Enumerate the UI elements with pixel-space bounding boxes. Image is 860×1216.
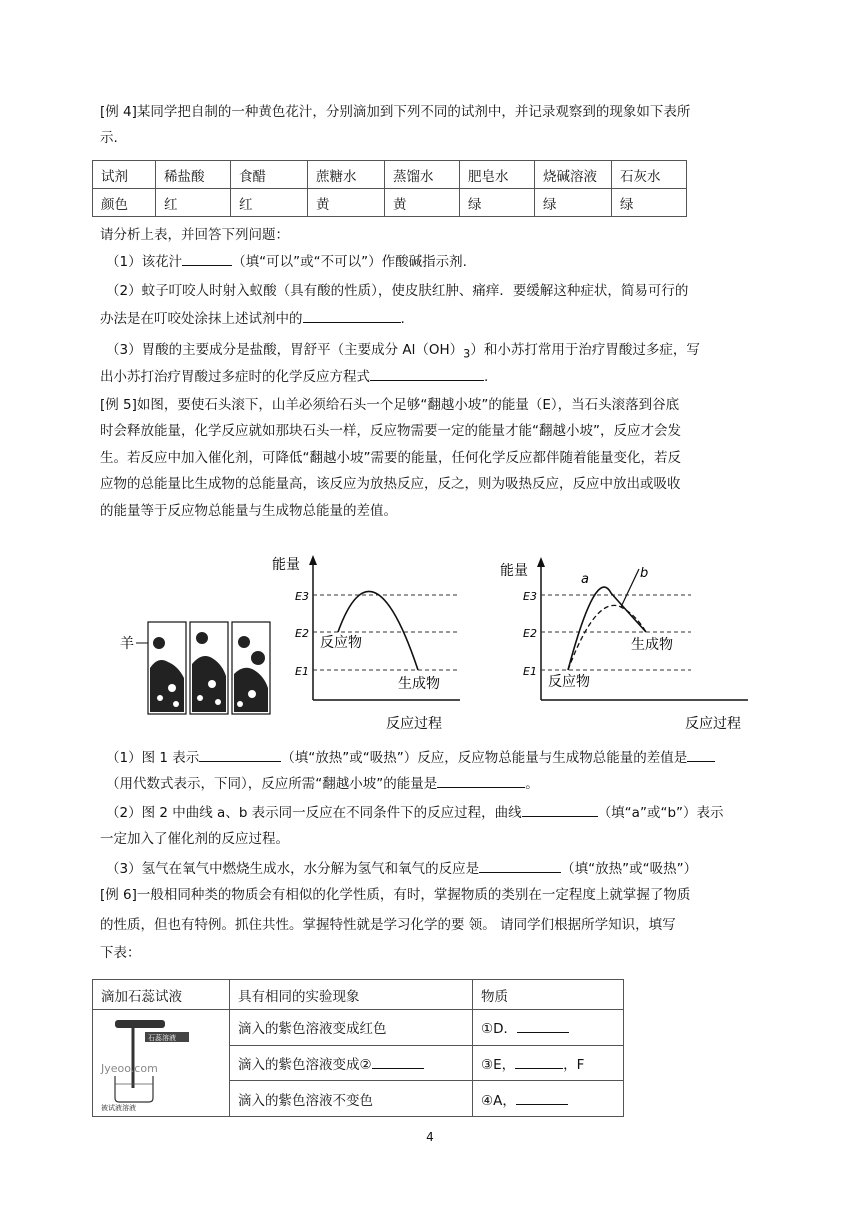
ex5-q1-text-c: （用代数式表示，下同），反应所需“翻越小坡”的能量是 — [106, 776, 438, 792]
table-row — [93, 161, 687, 189]
ex5-q1-text-b: （填“放热”或“吸热”）反应，反应物总能量与生成物总能量的差值是 — [281, 750, 688, 766]
fig1-y-arrow-icon — [309, 555, 317, 565]
substance-suffix: ，F — [563, 1056, 585, 1073]
answer-blank[interactable] — [517, 1018, 569, 1033]
fig2-e1-label: E1 — [523, 665, 537, 678]
ex5-line4: 应物的总能量比生成物的总能量高，该反应为放热反应，反之，则为吸热反应，反应中放出或吸收 — [100, 476, 681, 492]
fig1-y-axis-label: 能量 — [272, 557, 300, 573]
answer-blank[interactable] — [303, 308, 401, 323]
ex4-question-1 — [106, 251, 771, 272]
ex5-question-2-line2: 一定加入了催化剂的反应过程。 — [100, 831, 289, 847]
ex6-litmus-table — [92, 979, 624, 1117]
q3-text-a: （3）胃酸的主要成分是盐酸，胃舒平（主要成分 Al（OH） — [106, 342, 464, 358]
table-row — [93, 1010, 624, 1046]
answer-blank[interactable] — [516, 1090, 568, 1105]
ex4-reagent-table — [92, 160, 687, 217]
ex4-question-2-line2 — [100, 308, 765, 329]
table-cell — [473, 1045, 624, 1081]
table-cell: 颜色 — [93, 189, 156, 217]
ex4-question-3-line2 — [100, 366, 765, 387]
ex5-q1-text-d: 。 — [525, 776, 539, 792]
answer-blank[interactable] — [199, 747, 281, 762]
substance-prefix: ③E， — [481, 1056, 516, 1073]
rock-panel-2 — [190, 622, 228, 714]
answer-blank[interactable] — [687, 747, 715, 762]
table-cell: 试剂 — [93, 161, 156, 189]
ex5-q1-text-a: （1）图 1 表示 — [106, 750, 200, 766]
table-cell: 烧碱溶液 — [535, 161, 612, 189]
litmus-dropper-image — [93, 1010, 229, 1112]
table-header-cell: 滴加石蕊试液 — [93, 980, 230, 1010]
table-cell: 食醋 — [231, 161, 308, 189]
table-cell — [473, 1081, 624, 1117]
ex4-intro-line2: 示. — [100, 130, 118, 146]
fig1-reaction-curve — [338, 591, 418, 670]
fig2-x-axis-label: 反应过程 — [685, 716, 741, 732]
ex6-line2: 的性质，但也有特例。抓住共性。掌握特性就是学习化学的要 领。 请同学们根据所学知识，填写 — [100, 917, 676, 933]
answer-blank[interactable] — [370, 366, 484, 381]
rock-panel-1 — [148, 622, 186, 714]
ex6-line1: [例 6]一般相同种类的物质会有相似的化学性质，有时，掌握物质的类别在一定程度上就掌握了物质 — [100, 887, 691, 903]
ex4-prompt: 请分析上表，并回答下列问题： — [100, 227, 289, 243]
ex5-q3-text-b: （填“放热”或“吸热”） — [561, 861, 698, 877]
fig1-e2-label: E2 — [295, 627, 309, 640]
q3-text-c: 出小苏打治疗胃酸过多症时的化学反应方程式 — [100, 369, 370, 385]
fig2-pointer-b — [621, 569, 639, 607]
substance-prefix: ④A， — [481, 1092, 516, 1109]
ex5-question-1-line2 — [106, 773, 771, 794]
ex5-q2-text-b: （填“a”或“b”）表示 — [597, 805, 724, 821]
table-cell: 绿 — [535, 189, 612, 217]
answer-blank[interactable] — [479, 858, 561, 873]
table-cell: 稀盐酸 — [156, 161, 231, 189]
ex5-line2: 时会释放能量，化学反应就如那块石头一样，反应物需要一定的能量才能“翻越小坡”，反应才会发 — [100, 423, 681, 439]
fig1-x-axis-label: 反应过程 — [386, 716, 442, 732]
ex5-question-1-line1 — [106, 747, 771, 768]
fig2-y-axis-label: 能量 — [500, 563, 528, 579]
q1-text-b: （填“可以”或“不可以”）作酸碱指示剂. — [232, 254, 467, 270]
table-cell: 绿 — [612, 189, 687, 217]
litmus-image-cell — [93, 1010, 230, 1117]
ex5-q3-text-a: （3）氢气在氧气中燃烧生成水，水分解为氢气和氧气的反应是 — [106, 861, 480, 877]
table-cell: 滴入的紫色溶液不变色 — [230, 1081, 473, 1117]
table-cell: 石灰水 — [612, 161, 687, 189]
fig2-e3-label: E3 — [523, 590, 537, 603]
table-cell — [230, 1045, 473, 1081]
ex5-question-2-line1 — [106, 802, 771, 823]
fig2-curve-b-label: b — [640, 566, 649, 581]
table-cell: 红 — [156, 189, 231, 217]
ex5-q2-text-a: （2）图 2 中曲线 a、b 表示同一反应在不同条件下的反应过程，曲线 — [106, 805, 522, 821]
sheep-label: 羊 — [120, 636, 134, 652]
q3-text-b: ）和小苏打常用于治疗胃酸过多症，写 — [470, 342, 700, 358]
table-cell: 肥皂水 — [460, 161, 535, 189]
fig2-curve-a-label: a — [581, 572, 589, 587]
litmus-label: 石蕊溶液 — [148, 1034, 176, 1042]
table-cell: 蔗糖水 — [308, 161, 385, 189]
ex5-question-3 — [106, 858, 771, 879]
test-solution-label: 被试液溶液 — [101, 1104, 136, 1112]
page-number: 4 — [426, 1130, 434, 1144]
ex5-line5: 的能量等于反应物总能量与生成物总能量的差值。 — [100, 503, 397, 519]
watermark-text: Jyeoo.com — [101, 1062, 158, 1075]
energy-diagram-1 — [268, 545, 468, 735]
energy-diagram-2 — [496, 545, 752, 735]
q2-text-a: 办法是在叮咬处涂抹上述试剂中的 — [100, 311, 303, 327]
table-header-cell: 物质 — [473, 980, 624, 1010]
ex5-line1: [例 5]如图，要使石头滚下，山羊必须给石头一个足够“翻越小坡”的能量（E），当石头滚落到谷底 — [100, 397, 680, 413]
table-cell: 黄 — [385, 189, 460, 217]
q3-subscript: 3 — [463, 347, 471, 361]
answer-blank[interactable] — [182, 251, 232, 266]
fig1-e1-label: E1 — [295, 665, 309, 678]
fig1-product-label: 生成物 — [398, 676, 440, 692]
table-header-cell: 具有相同的实验现象 — [230, 980, 473, 1010]
ex4-question-3-line1 — [106, 340, 771, 365]
sheep-rock-figure — [112, 618, 272, 716]
table-row — [93, 189, 687, 217]
table-cell: 蒸馏水 — [385, 161, 460, 189]
fig1-e3-label: E3 — [295, 590, 309, 603]
phenomenon-text: 滴入的紫色溶液变成② — [238, 1056, 372, 1073]
table-cell: 黄 — [308, 189, 385, 217]
table-cell: 红 — [231, 189, 308, 217]
answer-blank[interactable] — [515, 1054, 563, 1069]
table-cell: 滴入的紫色溶液变成红色 — [230, 1010, 473, 1046]
answer-blank[interactable] — [372, 1054, 424, 1069]
substance-prefix: ①D． — [481, 1021, 517, 1038]
q3-text-d: . — [484, 369, 489, 385]
q1-text-a: （1）该花汁 — [106, 254, 183, 270]
answer-blank[interactable] — [522, 802, 598, 817]
fig2-reactant-label: 反应物 — [548, 674, 590, 690]
table-row — [93, 980, 624, 1010]
fig2-y-arrow-icon — [537, 557, 545, 567]
rock-panel-3 — [232, 622, 270, 714]
ex4-intro-line1: [例 4]某同学把自制的一种黄色花汁，分别滴加到下列不同的试剂中，并记录观察到的现象如下表所 — [100, 104, 691, 120]
answer-blank[interactable] — [437, 773, 525, 788]
fig2-e2-label: E2 — [523, 627, 537, 640]
fig2-curve-a — [568, 587, 646, 670]
table-cell: 绿 — [460, 189, 535, 217]
table-cell — [473, 1010, 624, 1046]
fig2-product-label: 生成物 — [631, 637, 673, 653]
ex5-line3: 生。若反应中加入催化剂，可降低“翻越小坡”需要的能量，任何化学反应都伴随着能量变化，若反 — [100, 450, 681, 466]
ex4-question-2-line1: （2）蚊子叮咬人时射入蚁酸（具有酸的性质），使皮肤红肿、痛痒．要缓解这种症状，简易可行的 — [106, 283, 689, 299]
q2-text-b: . — [400, 311, 405, 327]
ex6-line3: 下表： — [100, 945, 141, 961]
dropper-bulb-icon — [115, 1020, 165, 1028]
fig1-reactant-label: 反应物 — [320, 635, 362, 651]
